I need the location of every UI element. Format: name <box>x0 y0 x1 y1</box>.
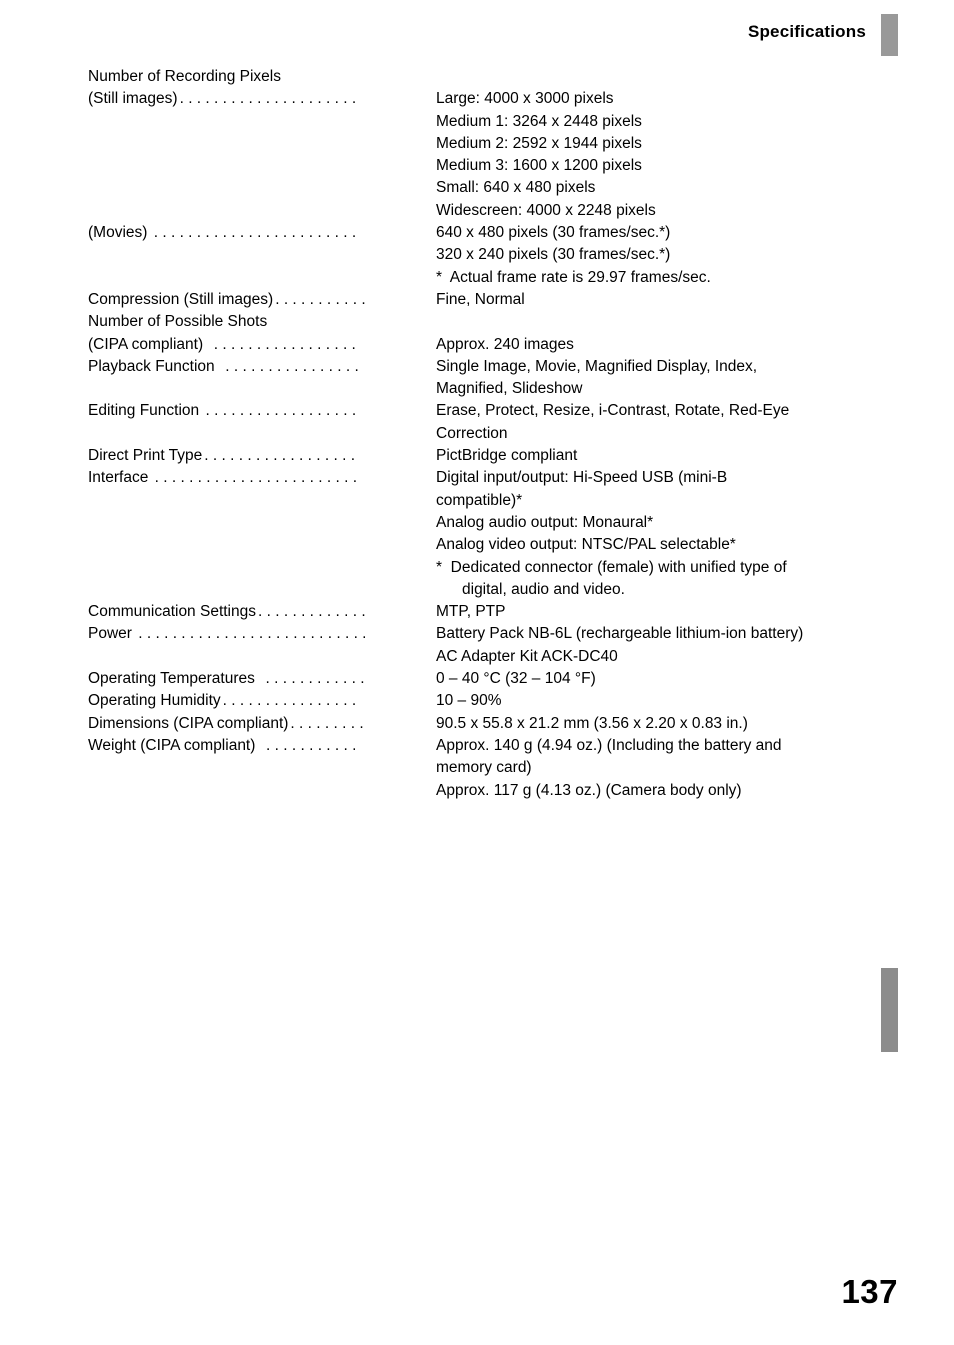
spec-label-text: Number of Recording Pixels <box>88 68 281 85</box>
spec-value-line: Battery Pack NB-6L (rechargeable lithium-ion battery) <box>436 625 804 643</box>
spec-value-line: 0 – 40 °C (32 – 104 °F) <box>436 670 596 688</box>
spec-value-line: digital, audio and video. <box>462 580 625 598</box>
spec-label-text: Operating Temperatures <box>88 670 255 688</box>
spec-value <box>436 445 888 467</box>
spec-label <box>88 334 436 356</box>
spec-value-line: MTP, PTP <box>436 603 506 621</box>
spec-label-leader: . . . . . . . . . . . <box>275 290 366 308</box>
spec-value-line: 320 x 240 pixels (30 frames/sec.*) <box>436 246 671 264</box>
spec-value-line: 10 – 90% <box>436 692 502 710</box>
side-tab-marker <box>881 968 898 1052</box>
spec-row <box>88 713 888 735</box>
spec-value-line: 640 x 480 pixels (30 frames/sec.*) <box>436 224 671 242</box>
spec-value-line: Approx. 140 g (4.94 oz.) (Including the battery and <box>436 736 782 754</box>
spec-label-text: Direct Print Type <box>88 447 203 465</box>
spec-label-leader: . . . . . . . . . . . . . . . . . . . . . . . . . . . <box>133 625 367 643</box>
spec-row <box>88 311 888 333</box>
spec-value <box>436 713 888 735</box>
spec-row <box>88 222 888 289</box>
spec-row <box>88 400 888 445</box>
spec-value-line: Magnified, Slideshow <box>436 380 583 398</box>
spec-label <box>88 668 436 690</box>
header-tab-marker <box>881 14 898 56</box>
spec-value <box>436 690 888 712</box>
spec-value-line: * Dedicated connector (female) with unified type of <box>436 558 787 576</box>
specifications-table <box>88 66 888 802</box>
spec-value-line: AC Adapter Kit ACK-DC40 <box>436 647 618 665</box>
spec-value <box>436 467 888 601</box>
spec-value-line: Large: 4000 x 3000 pixels <box>436 90 614 108</box>
spec-row <box>88 690 888 712</box>
spec-value-line: PictBridge compliant <box>436 447 578 465</box>
spec-value-line: Erase, Protect, Resize, i-Contrast, Rotate, Red-Eye <box>436 402 790 420</box>
spec-label-text: (Movies) <box>88 224 148 242</box>
spec-row <box>88 735 888 802</box>
spec-label <box>88 713 436 735</box>
spec-value-line: Fine, Normal <box>436 290 525 308</box>
spec-label-text: Number of Possible Shots <box>88 313 268 331</box>
spec-value <box>436 400 888 445</box>
spec-row <box>88 88 888 222</box>
spec-label <box>88 601 436 623</box>
spec-value <box>436 735 888 802</box>
spec-value-line: Correction <box>436 424 508 442</box>
spec-label-leader: . . . . . . . . . . . . <box>256 670 365 688</box>
spec-label <box>88 66 436 88</box>
spec-value-line: Small: 640 x 480 pixels <box>436 179 596 197</box>
spec-value-line: 90.5 x 55.8 x 21.2 mm (3.56 x 2.20 x 0.83 in.) <box>436 714 748 732</box>
spec-value-line: Analog audio output: Monaural* <box>436 513 654 531</box>
spec-label <box>88 623 436 645</box>
spec-label <box>88 222 436 244</box>
spec-value-line: compatible)* <box>436 491 523 509</box>
spec-label-leader: . . . . . . . . . . . . . . . . . <box>205 335 356 353</box>
spec-label-leader: . . . . . . . . . . . . . . . . . . <box>204 447 356 465</box>
spec-value <box>436 668 888 690</box>
spec-row <box>88 66 888 88</box>
spec-label-leader: . . . . . . . . . . . <box>257 736 357 754</box>
spec-label-text: Dimensions (CIPA compliant) <box>88 714 289 732</box>
spec-label-text: Power <box>88 625 132 643</box>
spec-label <box>88 289 436 311</box>
spec-label-leader: . . . . . . . . . . . . . . . . . . . . . . . . <box>149 224 357 242</box>
spec-label-leader: . . . . . . . . . <box>290 714 364 732</box>
spec-value-line: Single Image, Movie, Magnified Display, Index, <box>436 357 758 375</box>
spec-value <box>436 289 888 311</box>
page-number: 137 <box>841 1273 898 1310</box>
spec-value-line: Medium 1: 3264 x 2448 pixels <box>436 112 642 130</box>
spec-label-text: Playback Function <box>88 357 215 375</box>
spec-value <box>436 334 888 356</box>
spec-value-line: * Actual frame rate is 29.97 frames/sec. <box>436 268 711 286</box>
spec-label <box>88 356 436 378</box>
spec-label <box>88 445 436 467</box>
spec-value <box>436 222 888 289</box>
spec-label-leader: . . . . . . . . . . . . . . . . . . <box>201 402 357 420</box>
spec-row <box>88 334 888 356</box>
spec-value <box>436 623 888 668</box>
spec-label <box>88 400 436 422</box>
spec-value-line: Widescreen: 4000 x 2248 pixels <box>436 201 656 219</box>
spec-label-text: Editing Function <box>88 402 200 420</box>
spec-value <box>436 356 888 401</box>
spec-label-leader: . . . . . . . . . . . . . <box>258 603 366 621</box>
spec-label-text: Compression (Still images) <box>88 290 274 308</box>
spec-value-line: Medium 3: 1600 x 1200 pixels <box>436 157 642 175</box>
page-title: Specifications <box>747 22 866 41</box>
spec-label-leader: . . . . . . . . . . . . . . . . . . . . . <box>179 90 357 108</box>
spec-value <box>436 88 888 222</box>
spec-value-line: memory card) <box>436 759 532 777</box>
spec-label <box>88 88 436 110</box>
spec-label-text: Interface <box>88 469 149 487</box>
spec-row <box>88 601 888 623</box>
spec-label-text: (CIPA compliant) <box>88 335 204 353</box>
spec-value-line: Digital input/output: Hi-Speed USB (mini-B <box>436 469 728 487</box>
spec-value <box>436 601 888 623</box>
spec-row <box>88 356 888 401</box>
spec-value-line: Approx. 240 images <box>436 335 574 353</box>
spec-label-leader: . . . . . . . . . . . . . . . . <box>216 357 359 375</box>
spec-label-text: Weight (CIPA compliant) <box>88 736 256 754</box>
spec-label-leader: . . . . . . . . . . . . . . . . <box>222 692 357 710</box>
spec-label <box>88 690 436 712</box>
spec-label <box>88 735 436 757</box>
spec-value-line: Medium 2: 2592 x 1944 pixels <box>436 134 642 152</box>
spec-row <box>88 623 888 668</box>
spec-label-text: Communication Settings <box>88 603 256 621</box>
spec-row <box>88 289 888 311</box>
spec-label-text: Operating Humidity <box>88 692 221 710</box>
spec-label-text: (Still images) <box>88 90 178 108</box>
spec-label <box>88 311 436 333</box>
spec-row <box>88 467 888 601</box>
spec-row <box>88 445 888 467</box>
spec-label-leader: . . . . . . . . . . . . . . . . . . . . . . . . <box>150 469 358 487</box>
spec-label <box>88 467 436 489</box>
spec-value-line: Approx. 117 g (4.13 oz.) (Camera body only) <box>436 781 742 799</box>
spec-value-line: Analog video output: NTSC/PAL selectable* <box>436 536 736 554</box>
spec-row <box>88 668 888 690</box>
